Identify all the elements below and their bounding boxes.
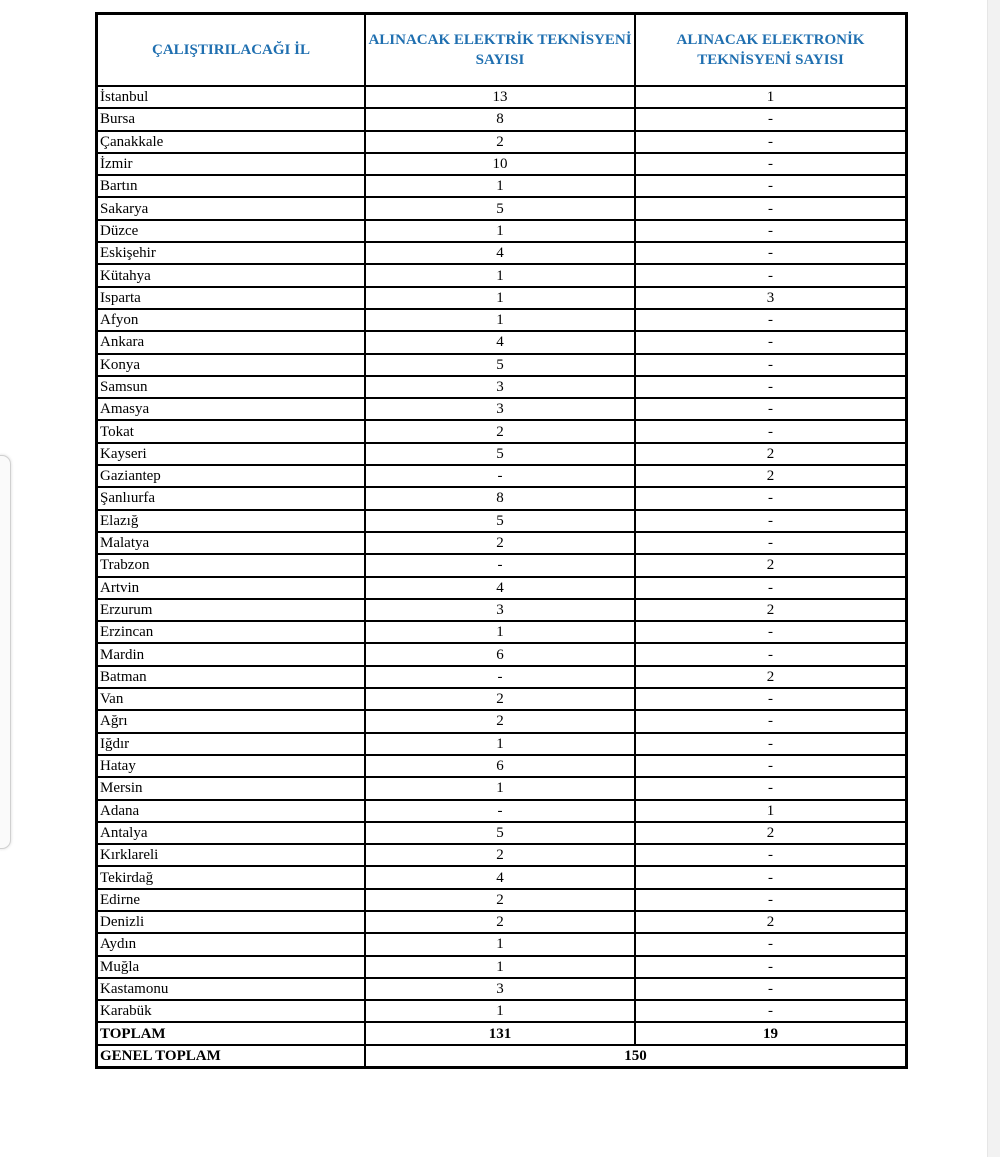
electronic-count-cell: -: [635, 242, 906, 264]
province-cell: Mersin: [97, 777, 365, 799]
province-cell: Denizli: [97, 911, 365, 933]
personnel-table: [95, 12, 908, 1069]
table-row: [97, 220, 906, 242]
province-cell: İstanbul: [97, 86, 365, 108]
province-cell: Şanlıurfa: [97, 487, 365, 509]
electric-count-cell: 1: [365, 309, 635, 331]
province-cell: Malatya: [97, 532, 365, 554]
table-row: [97, 800, 906, 822]
table-row: [97, 264, 906, 286]
table-row: [97, 866, 906, 888]
electric-count-cell: 1: [365, 777, 635, 799]
table-row: [97, 197, 906, 219]
table-row: [97, 510, 906, 532]
grand-total-value: 150: [365, 1045, 906, 1067]
province-cell: Tokat: [97, 420, 365, 442]
table-header-row: [97, 14, 906, 86]
electric-count-cell: 3: [365, 978, 635, 1000]
table-row: [97, 131, 906, 153]
electric-count-cell: 4: [365, 577, 635, 599]
side-panel-handle[interactable]: [0, 455, 11, 849]
electric-count-cell: 8: [365, 108, 635, 130]
province-cell: Afyon: [97, 309, 365, 331]
electronic-count-cell: -: [635, 956, 906, 978]
province-cell: Adana: [97, 800, 365, 822]
province-cell: Bursa: [97, 108, 365, 130]
electronic-count-cell: 3: [635, 287, 906, 309]
electric-count-cell: 5: [365, 443, 635, 465]
table-row: [97, 599, 906, 621]
electronic-count-cell: -: [635, 175, 906, 197]
electric-count-cell: 2: [365, 420, 635, 442]
electric-count-cell: -: [365, 465, 635, 487]
electronic-count-cell: -: [635, 733, 906, 755]
province-cell: Düzce: [97, 220, 365, 242]
table-row: [97, 755, 906, 777]
table-row: [97, 175, 906, 197]
header-province: ÇALIŞTIRILACAĞI İL: [97, 14, 365, 86]
electronic-count-cell: -: [635, 331, 906, 353]
electric-count-cell: 2: [365, 131, 635, 153]
table-row: [97, 688, 906, 710]
electric-count-cell: 5: [365, 822, 635, 844]
electronic-count-cell: 2: [635, 911, 906, 933]
electric-count-cell: 2: [365, 911, 635, 933]
province-cell: Iğdır: [97, 733, 365, 755]
electric-count-cell: 1: [365, 621, 635, 643]
table-row: [97, 532, 906, 554]
province-cell: Çanakkale: [97, 131, 365, 153]
table-row: [97, 465, 906, 487]
table-row: [97, 487, 906, 509]
electronic-count-cell: -: [635, 755, 906, 777]
electronic-count-cell: 1: [635, 800, 906, 822]
province-cell: Eskişehir: [97, 242, 365, 264]
province-cell: Ankara: [97, 331, 365, 353]
header-electric-technician-count: ALINACAK ELEKTRİK TEKNİSYENİ SAYISI: [365, 14, 635, 86]
total-electronic: 19: [635, 1022, 906, 1044]
electric-count-cell: 3: [365, 398, 635, 420]
table-row: [97, 666, 906, 688]
electronic-count-cell: -: [635, 264, 906, 286]
province-cell: Antalya: [97, 822, 365, 844]
electronic-count-cell: -: [635, 153, 906, 175]
grand-total-row: [97, 1045, 906, 1067]
province-cell: Mardin: [97, 643, 365, 665]
province-cell: Aydın: [97, 933, 365, 955]
electric-count-cell: 4: [365, 242, 635, 264]
electronic-count-cell: 1: [635, 86, 906, 108]
table-row: [97, 153, 906, 175]
table-row: [97, 956, 906, 978]
table-row: [97, 733, 906, 755]
electric-count-cell: 8: [365, 487, 635, 509]
electronic-count-cell: -: [635, 621, 906, 643]
electronic-count-cell: -: [635, 710, 906, 732]
province-cell: Samsun: [97, 376, 365, 398]
province-cell: Erzurum: [97, 599, 365, 621]
table-row: [97, 889, 906, 911]
electronic-count-cell: 2: [635, 822, 906, 844]
total-row: [97, 1022, 906, 1044]
province-cell: Batman: [97, 666, 365, 688]
electric-count-cell: 2: [365, 844, 635, 866]
table-row: [97, 643, 906, 665]
electric-count-cell: 2: [365, 688, 635, 710]
table-row: [97, 577, 906, 599]
province-cell: Muğla: [97, 956, 365, 978]
province-cell: Sakarya: [97, 197, 365, 219]
electric-count-cell: 4: [365, 866, 635, 888]
electric-count-cell: -: [365, 666, 635, 688]
electronic-count-cell: -: [635, 376, 906, 398]
table-row: [97, 844, 906, 866]
electronic-count-cell: -: [635, 309, 906, 331]
table-row: [97, 331, 906, 353]
electric-count-cell: 6: [365, 643, 635, 665]
province-cell: Amasya: [97, 398, 365, 420]
electric-count-cell: 1: [365, 220, 635, 242]
electric-count-cell: 4: [365, 331, 635, 353]
electronic-count-cell: 2: [635, 443, 906, 465]
electric-count-cell: 5: [365, 354, 635, 376]
electric-count-cell: 3: [365, 599, 635, 621]
electronic-count-cell: -: [635, 510, 906, 532]
table-row: [97, 554, 906, 576]
electronic-count-cell: 2: [635, 599, 906, 621]
electric-count-cell: 13: [365, 86, 635, 108]
electric-count-cell: -: [365, 800, 635, 822]
table-row: [97, 933, 906, 955]
scrollbar-track[interactable]: [987, 0, 1000, 1157]
electronic-count-cell: -: [635, 354, 906, 376]
electronic-count-cell: -: [635, 131, 906, 153]
electric-count-cell: 2: [365, 710, 635, 732]
province-cell: Hatay: [97, 755, 365, 777]
province-cell: Karabük: [97, 1000, 365, 1022]
electric-count-cell: 1: [365, 933, 635, 955]
header-electronic-technician-count: ALINACAK ELEKTRONİK TEKNİSYENİ SAYISI: [635, 14, 906, 86]
electric-count-cell: 1: [365, 1000, 635, 1022]
province-cell: Kayseri: [97, 443, 365, 465]
province-cell: Bartın: [97, 175, 365, 197]
province-cell: Trabzon: [97, 554, 365, 576]
province-cell: Elazığ: [97, 510, 365, 532]
electronic-count-cell: -: [635, 577, 906, 599]
electric-count-cell: 10: [365, 153, 635, 175]
electronic-count-cell: 2: [635, 666, 906, 688]
electronic-count-cell: -: [635, 777, 906, 799]
province-cell: Isparta: [97, 287, 365, 309]
electric-count-cell: 1: [365, 956, 635, 978]
province-cell: Kırklareli: [97, 844, 365, 866]
electric-count-cell: 2: [365, 532, 635, 554]
electric-count-cell: 5: [365, 197, 635, 219]
table-row: [97, 354, 906, 376]
table-row: [97, 398, 906, 420]
table-row: [97, 621, 906, 643]
electronic-count-cell: -: [635, 532, 906, 554]
province-cell: İzmir: [97, 153, 365, 175]
table-row: [97, 287, 906, 309]
table-row: [97, 309, 906, 331]
table-row: [97, 822, 906, 844]
electronic-count-cell: -: [635, 197, 906, 219]
electronic-count-cell: -: [635, 420, 906, 442]
table-row: [97, 710, 906, 732]
electronic-count-cell: -: [635, 1000, 906, 1022]
electronic-count-cell: -: [635, 844, 906, 866]
province-cell: Van: [97, 688, 365, 710]
electric-count-cell: 3: [365, 376, 635, 398]
province-cell: Ağrı: [97, 710, 365, 732]
total-label: TOPLAM: [97, 1022, 365, 1044]
electronic-count-cell: -: [635, 643, 906, 665]
electronic-count-cell: -: [635, 866, 906, 888]
electric-count-cell: 1: [365, 175, 635, 197]
electronic-count-cell: -: [635, 220, 906, 242]
electric-count-cell: 1: [365, 287, 635, 309]
electronic-count-cell: -: [635, 978, 906, 1000]
electronic-count-cell: -: [635, 688, 906, 710]
province-cell: Artvin: [97, 577, 365, 599]
table-row: [97, 1000, 906, 1022]
electric-count-cell: 1: [365, 733, 635, 755]
table-row: [97, 242, 906, 264]
table-row: [97, 108, 906, 130]
electronic-count-cell: -: [635, 108, 906, 130]
total-electric: 131: [365, 1022, 635, 1044]
electric-count-cell: -: [365, 554, 635, 576]
electronic-count-cell: -: [635, 398, 906, 420]
table-row: [97, 978, 906, 1000]
province-cell: Konya: [97, 354, 365, 376]
province-cell: Edirne: [97, 889, 365, 911]
electronic-count-cell: -: [635, 889, 906, 911]
electronic-count-cell: -: [635, 487, 906, 509]
electric-count-cell: 1: [365, 264, 635, 286]
province-cell: Tekirdağ: [97, 866, 365, 888]
electric-count-cell: 2: [365, 889, 635, 911]
province-cell: Kütahya: [97, 264, 365, 286]
table-row: [97, 420, 906, 442]
province-cell: Erzincan: [97, 621, 365, 643]
table-row: [97, 777, 906, 799]
province-cell: Kastamonu: [97, 978, 365, 1000]
electronic-count-cell: -: [635, 933, 906, 955]
table-body: [97, 86, 906, 1067]
table-row: [97, 376, 906, 398]
electric-count-cell: 5: [365, 510, 635, 532]
electronic-count-cell: 2: [635, 554, 906, 576]
electric-count-cell: 6: [365, 755, 635, 777]
grand-total-label: GENEL TOPLAM: [97, 1045, 365, 1067]
table-row: [97, 443, 906, 465]
electronic-count-cell: 2: [635, 465, 906, 487]
table-row: [97, 86, 906, 108]
province-cell: Gaziantep: [97, 465, 365, 487]
table-row: [97, 911, 906, 933]
